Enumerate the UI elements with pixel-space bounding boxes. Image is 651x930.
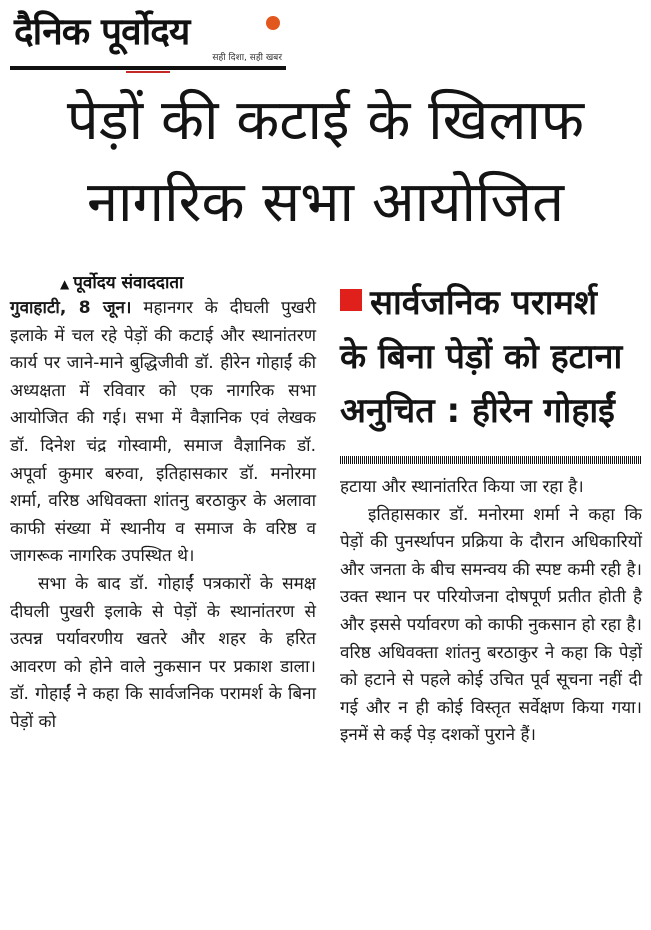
article-paragraph-2: सभा के बाद डॉ. गोहाईं पत्रकारों के समक्ष दीघली पुखरी इलाके से पेड़ों के स्थानांतरण से उत्पन्न पर्यावरणीय खतरे और शहर के हरित आवरण को होने वाले नुकसान पर प्रकाश डाला। डॉ. गोहाईं ने कहा कि सार्वजनिक परामर्श के बिना पेड़ों को (10, 573, 316, 732)
masthead (10, 4, 286, 70)
article-paragraph-1 (10, 295, 316, 571)
article-paragraph-4: इतिहासकार डॉ. मनोरमा शर्मा ने कहा कि पेड़ों की पुनर्स्थापन प्रक्रिया के दौरान अधिकारियों और जनता के बीच समन्वय की स्पष्ट कमी रही है। उक्त स्थान पर परियोजना दोषपूर्ण प्रतीत होती है और इससे पर्यावरण को काफी नुकसान हो रहा है। वरिष्ठ अधिवक्ता शांतनु बरठाकुर ने कहा कि पेड़ों को हटाने से पहले कोई उचित पूर्व सूचना नहीं दी गई और न ही कोई विस्तृत सर्वेक्षण किया गया। इनमें से कई पेड़ दशकों पुराने हैं। (340, 504, 642, 746)
masthead-title: दैनिक पूर्वोदय (14, 10, 190, 53)
article-paragraph-3: हटाया और स्थानांतरित किया जा रहा है। (340, 477, 584, 497)
section-divider (340, 456, 642, 464)
headline-line-1: पेड़ों की कटाई के खिलाफ (66, 88, 585, 153)
article-column-left (10, 264, 316, 737)
subhead-line-2: के बिना पेड़ों को हटाना (340, 337, 623, 377)
masthead-accent-rule (126, 71, 170, 73)
byline (60, 270, 316, 293)
headline (0, 80, 651, 244)
subhead-line-1-text: सार्वजनिक परामर्श (370, 283, 598, 323)
triangle-icon: ▲ (60, 277, 70, 291)
masthead-tagline: सही दिशा, सही खबर (212, 53, 282, 63)
red-square-icon (340, 289, 362, 311)
subhead-line-3: अनुचित : हीरेन गोहाईं (340, 391, 615, 431)
article-column-right (340, 264, 642, 750)
dateline: गुवाहाटी, 8 जून। (10, 298, 132, 318)
headline-line-2: नागरिक सभा आयोजित (86, 170, 565, 235)
subhead (340, 276, 642, 438)
masthead-rule (10, 66, 286, 70)
paragraph-1-text: महानगर के दीघली पुखरी इलाके में चल रहे पेड़ों की कटाई और स्थानांतरण कार्य पर जाने-माने बुद्धिजीवी डॉ. हीरेन गोहाईं की अध्यक्षता में रविवार को एक नागरिक सभा आयोजित की गई। सभा में वैज्ञानिक एवं लेखक डॉ. दिनेश चंद्र गोस्वामी, समाज वैज्ञानिक डॉ. अपूर्वा कुमार बरुवा, इतिहासकार डॉ. मनोरमा शर्मा, वरिष्ठ अधिवक्ता शांतनु बरठाकुर के अलावा काफी संख्या में स्थानीय व समाज के वरिष्ठ व जागरूक नागरिक उपस्थित थे। (10, 298, 316, 567)
byline-text: पूर्वोदय संवाददाता (73, 273, 184, 293)
logo-dot-icon (266, 16, 280, 30)
subhead-line-1 (340, 276, 642, 330)
